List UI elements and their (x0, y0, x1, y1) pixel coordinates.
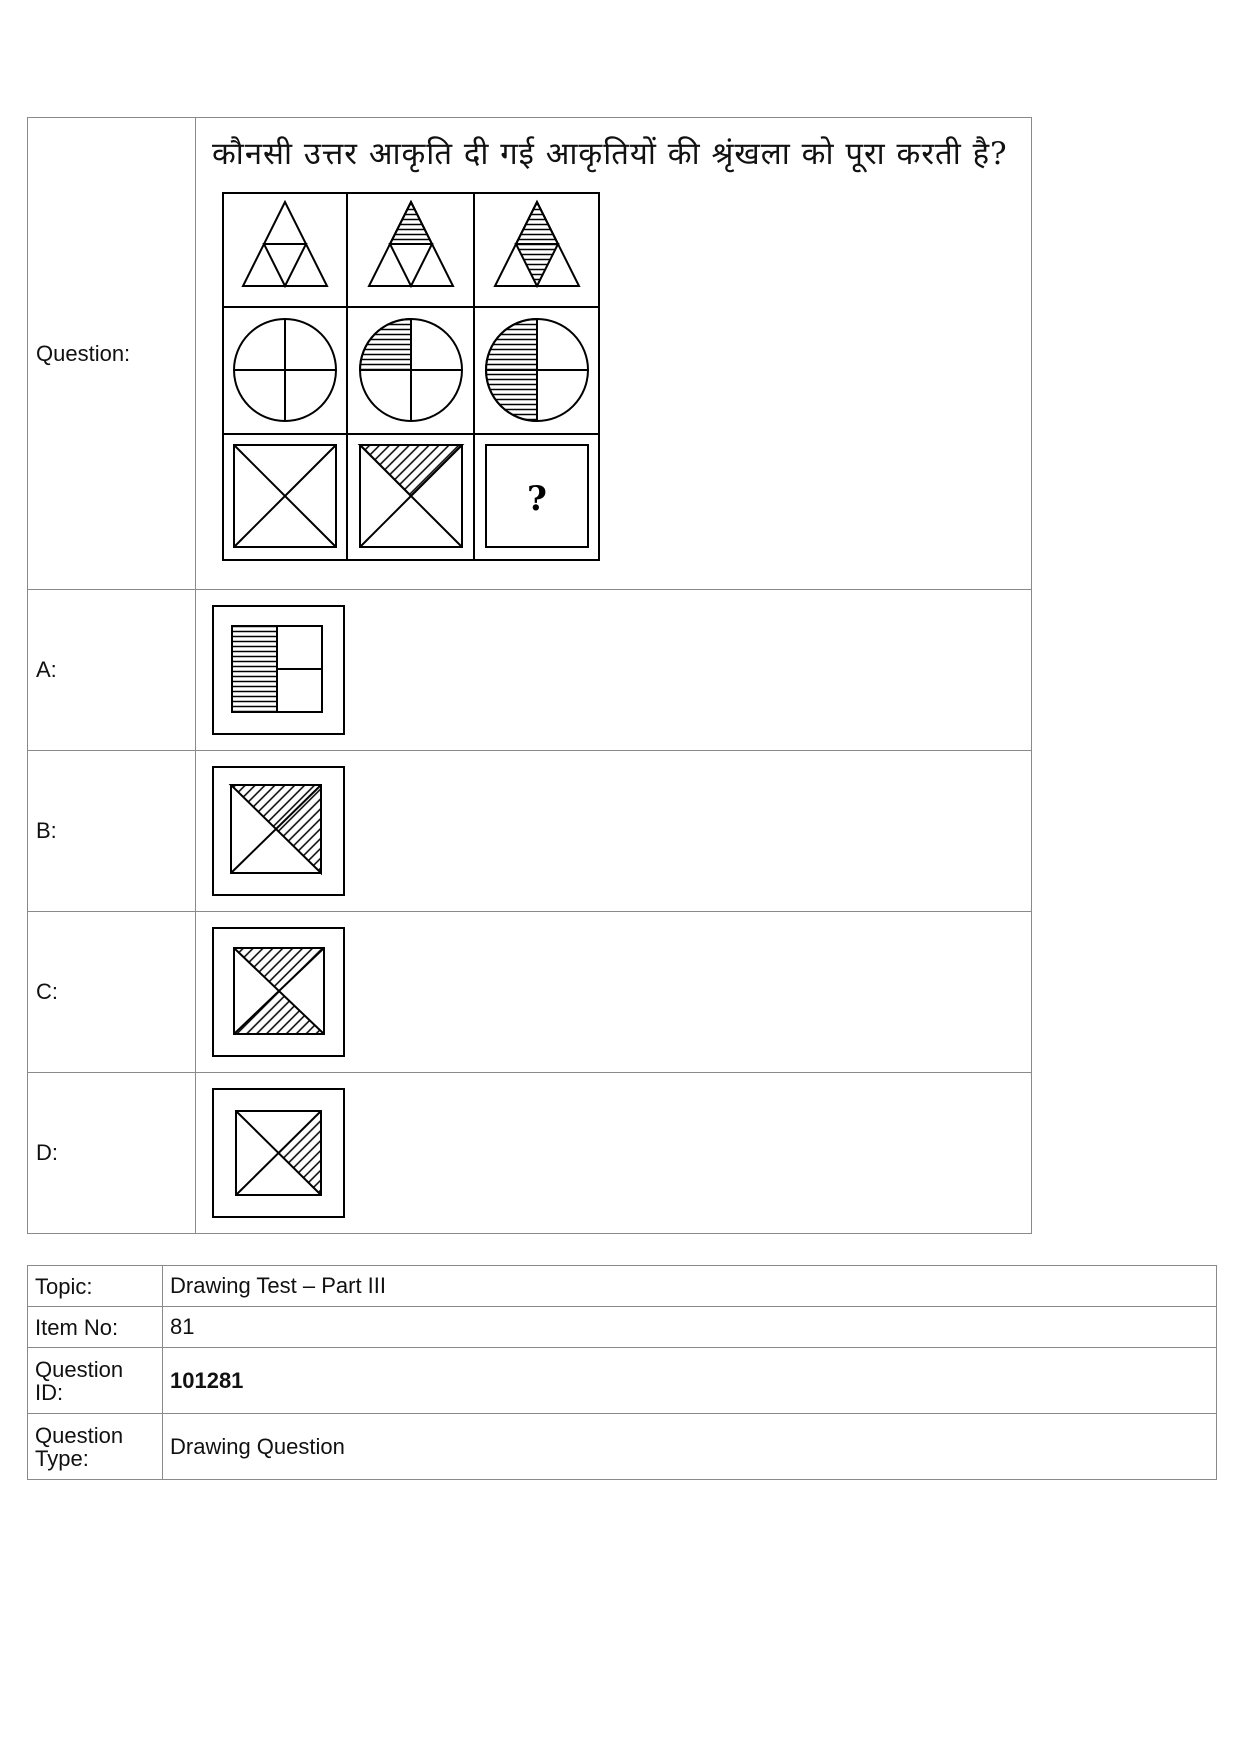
question-type-row (28, 1414, 1217, 1480)
circle-figure-2 (360, 319, 462, 421)
triangle-figure-2 (369, 202, 453, 286)
question-id-row (28, 1348, 1217, 1414)
question-label: Question: (28, 118, 196, 590)
question-cell (196, 118, 1032, 590)
topic-label: Topic: (28, 1266, 163, 1307)
option-row-a[interactable] (28, 590, 1032, 751)
topic-value: Drawing Test – Part III (163, 1266, 1217, 1307)
question-row (28, 118, 1032, 590)
option-b-label: B: (28, 751, 196, 912)
option-a-figure[interactable] (211, 604, 347, 736)
item-label: Item No: (28, 1307, 163, 1348)
missing-figure-box (486, 445, 588, 547)
option-c-label: C: (28, 912, 196, 1073)
question-text: कौनसी उत्तर आकृति दी गई आकृतियों की श्रृंखला को पूरा करती है? (212, 136, 1008, 172)
circle-figure-1 (234, 319, 336, 421)
option-d-cell[interactable] (196, 1073, 1032, 1234)
option-a-label: A: (28, 590, 196, 751)
figure-series-grid (222, 192, 602, 562)
circle-figure-3 (486, 319, 588, 421)
option-b-figure[interactable] (211, 765, 347, 897)
option-a-cell[interactable] (196, 590, 1032, 751)
question-meta-table (27, 1265, 1217, 1480)
item-value: 81 (163, 1307, 1217, 1348)
option-c-cell[interactable] (196, 912, 1032, 1073)
option-c-figure[interactable] (211, 926, 347, 1058)
option-row-c[interactable] (28, 912, 1032, 1073)
option-row-d[interactable] (28, 1073, 1032, 1234)
question-id-value: 101281 (163, 1348, 1217, 1414)
option-d-figure[interactable] (211, 1087, 347, 1219)
triangle-figure-3 (495, 202, 579, 286)
square-figure-2 (360, 445, 462, 547)
question-type-label: Question Type: (28, 1414, 163, 1480)
triangle-figure-1 (243, 202, 327, 286)
question-mark: ? (527, 479, 547, 519)
question-table (27, 117, 1032, 1234)
option-d-label: D: (28, 1073, 196, 1234)
question-id-label: Question ID: (28, 1348, 163, 1414)
option-row-b[interactable] (28, 751, 1032, 912)
item-row (28, 1307, 1217, 1348)
square-figure-1 (234, 445, 336, 547)
question-type-value: Drawing Question (163, 1414, 1217, 1480)
topic-row (28, 1266, 1217, 1307)
option-b-cell[interactable] (196, 751, 1032, 912)
